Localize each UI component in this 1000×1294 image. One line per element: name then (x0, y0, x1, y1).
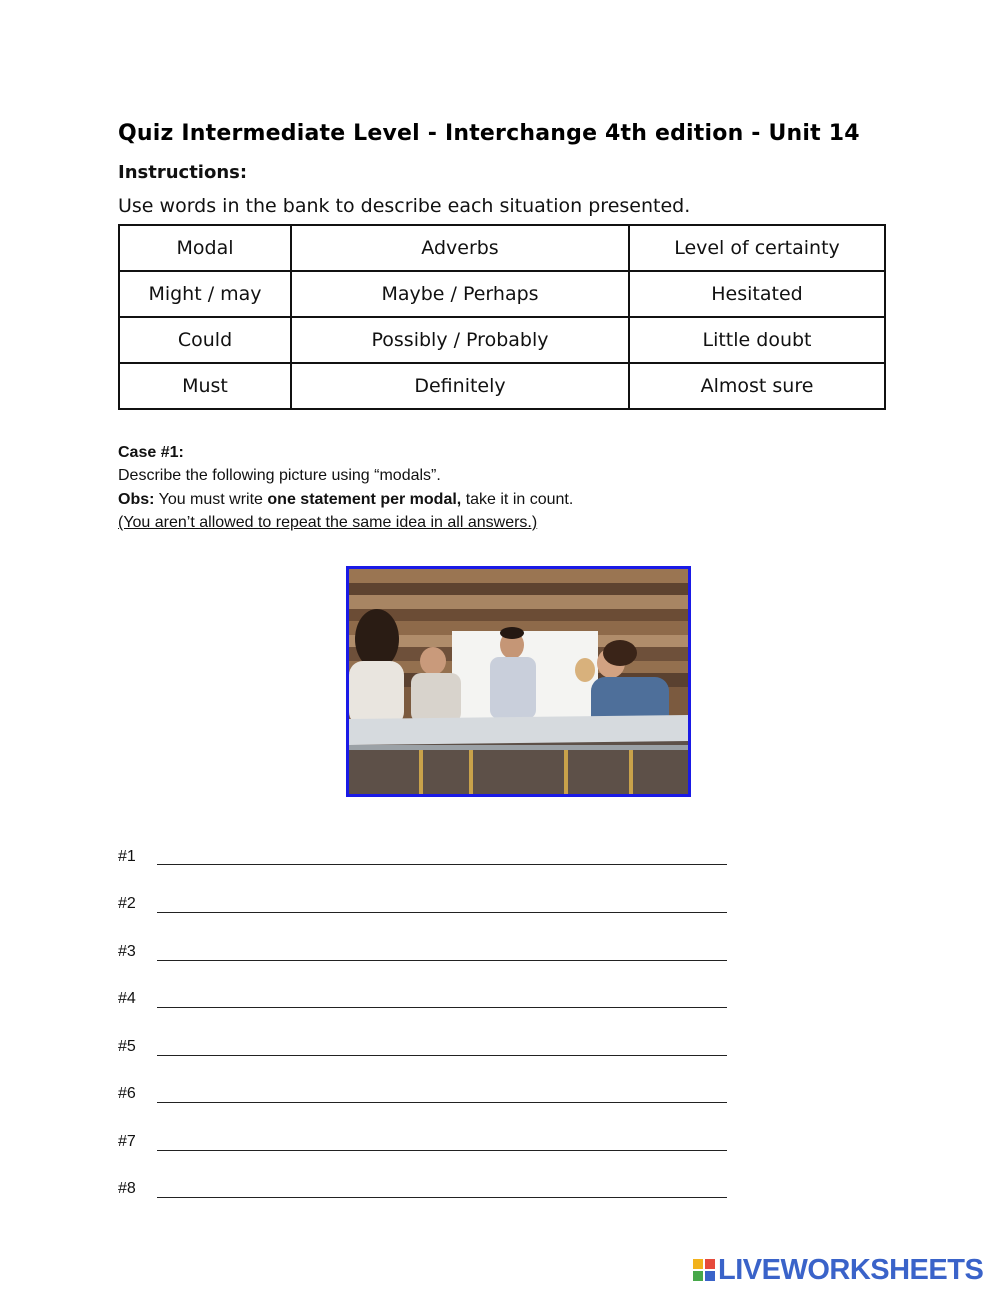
answer-label: #4 (118, 990, 136, 1007)
answer-line-2[interactable] (157, 912, 727, 913)
case-heading: Case #1: (118, 444, 184, 461)
liveworksheets-logo (693, 1255, 983, 1285)
case-description: Describe the following picture using “modals”. (118, 467, 441, 484)
meeting-photo-illustration (349, 569, 688, 794)
logo-text: LIVEWORKSHEETS (718, 1253, 984, 1286)
answer-label: #2 (118, 895, 136, 912)
table-cell: Might / may (119, 271, 291, 317)
answer-label: #3 (118, 943, 136, 960)
answer-line-6[interactable] (157, 1102, 727, 1103)
word-bank-table (118, 224, 886, 410)
answer-line-4[interactable] (157, 1007, 727, 1008)
logo-blocks-icon (693, 1259, 715, 1281)
obs-label: Obs: (118, 491, 155, 508)
answer-line-7[interactable] (157, 1150, 727, 1151)
case-note: (You aren’t allowed to repeat the same idea in all answers.) (118, 514, 538, 531)
table-cell: Maybe / Perhaps (291, 271, 629, 317)
table-cell: Almost sure (629, 363, 885, 409)
header-level-of-certainty: Level of certainty (629, 225, 885, 271)
answer-line-3[interactable] (157, 960, 727, 961)
answer-line-1[interactable] (157, 864, 727, 865)
answer-line-8[interactable] (157, 1197, 727, 1198)
table-cell: Hesitated (629, 271, 885, 317)
answer-label: #6 (118, 1085, 136, 1102)
table-cell: Must (119, 363, 291, 409)
obs-text-end: take it in count. (465, 491, 574, 508)
table-row (119, 363, 885, 409)
answer-line-5[interactable] (157, 1055, 727, 1056)
header-modal: Modal (119, 225, 291, 271)
meeting-photo (346, 566, 691, 797)
table-row (119, 317, 885, 363)
table-cell: Little doubt (629, 317, 885, 363)
table-header-row (119, 225, 885, 271)
table-cell: Possibly / Probably (291, 317, 629, 363)
instructions-text: Use words in the bank to describe each situation presented. (118, 195, 691, 217)
answer-label: #1 (118, 848, 136, 865)
instructions-label: Instructions: (118, 162, 248, 183)
answer-label: #5 (118, 1038, 136, 1055)
obs-text: You must write (158, 491, 263, 508)
answer-label: #7 (118, 1133, 136, 1150)
table-cell: Could (119, 317, 291, 363)
table-cell: Definitely (291, 363, 629, 409)
page-title: Quiz Intermediate Level - Interchange 4th edition - Unit 14 (118, 121, 860, 146)
answer-label: #8 (118, 1180, 136, 1197)
table-row (119, 271, 885, 317)
header-adverbs: Adverbs (291, 225, 629, 271)
case-obs (118, 491, 573, 509)
obs-emphasis: one statement per modal, (267, 491, 462, 508)
